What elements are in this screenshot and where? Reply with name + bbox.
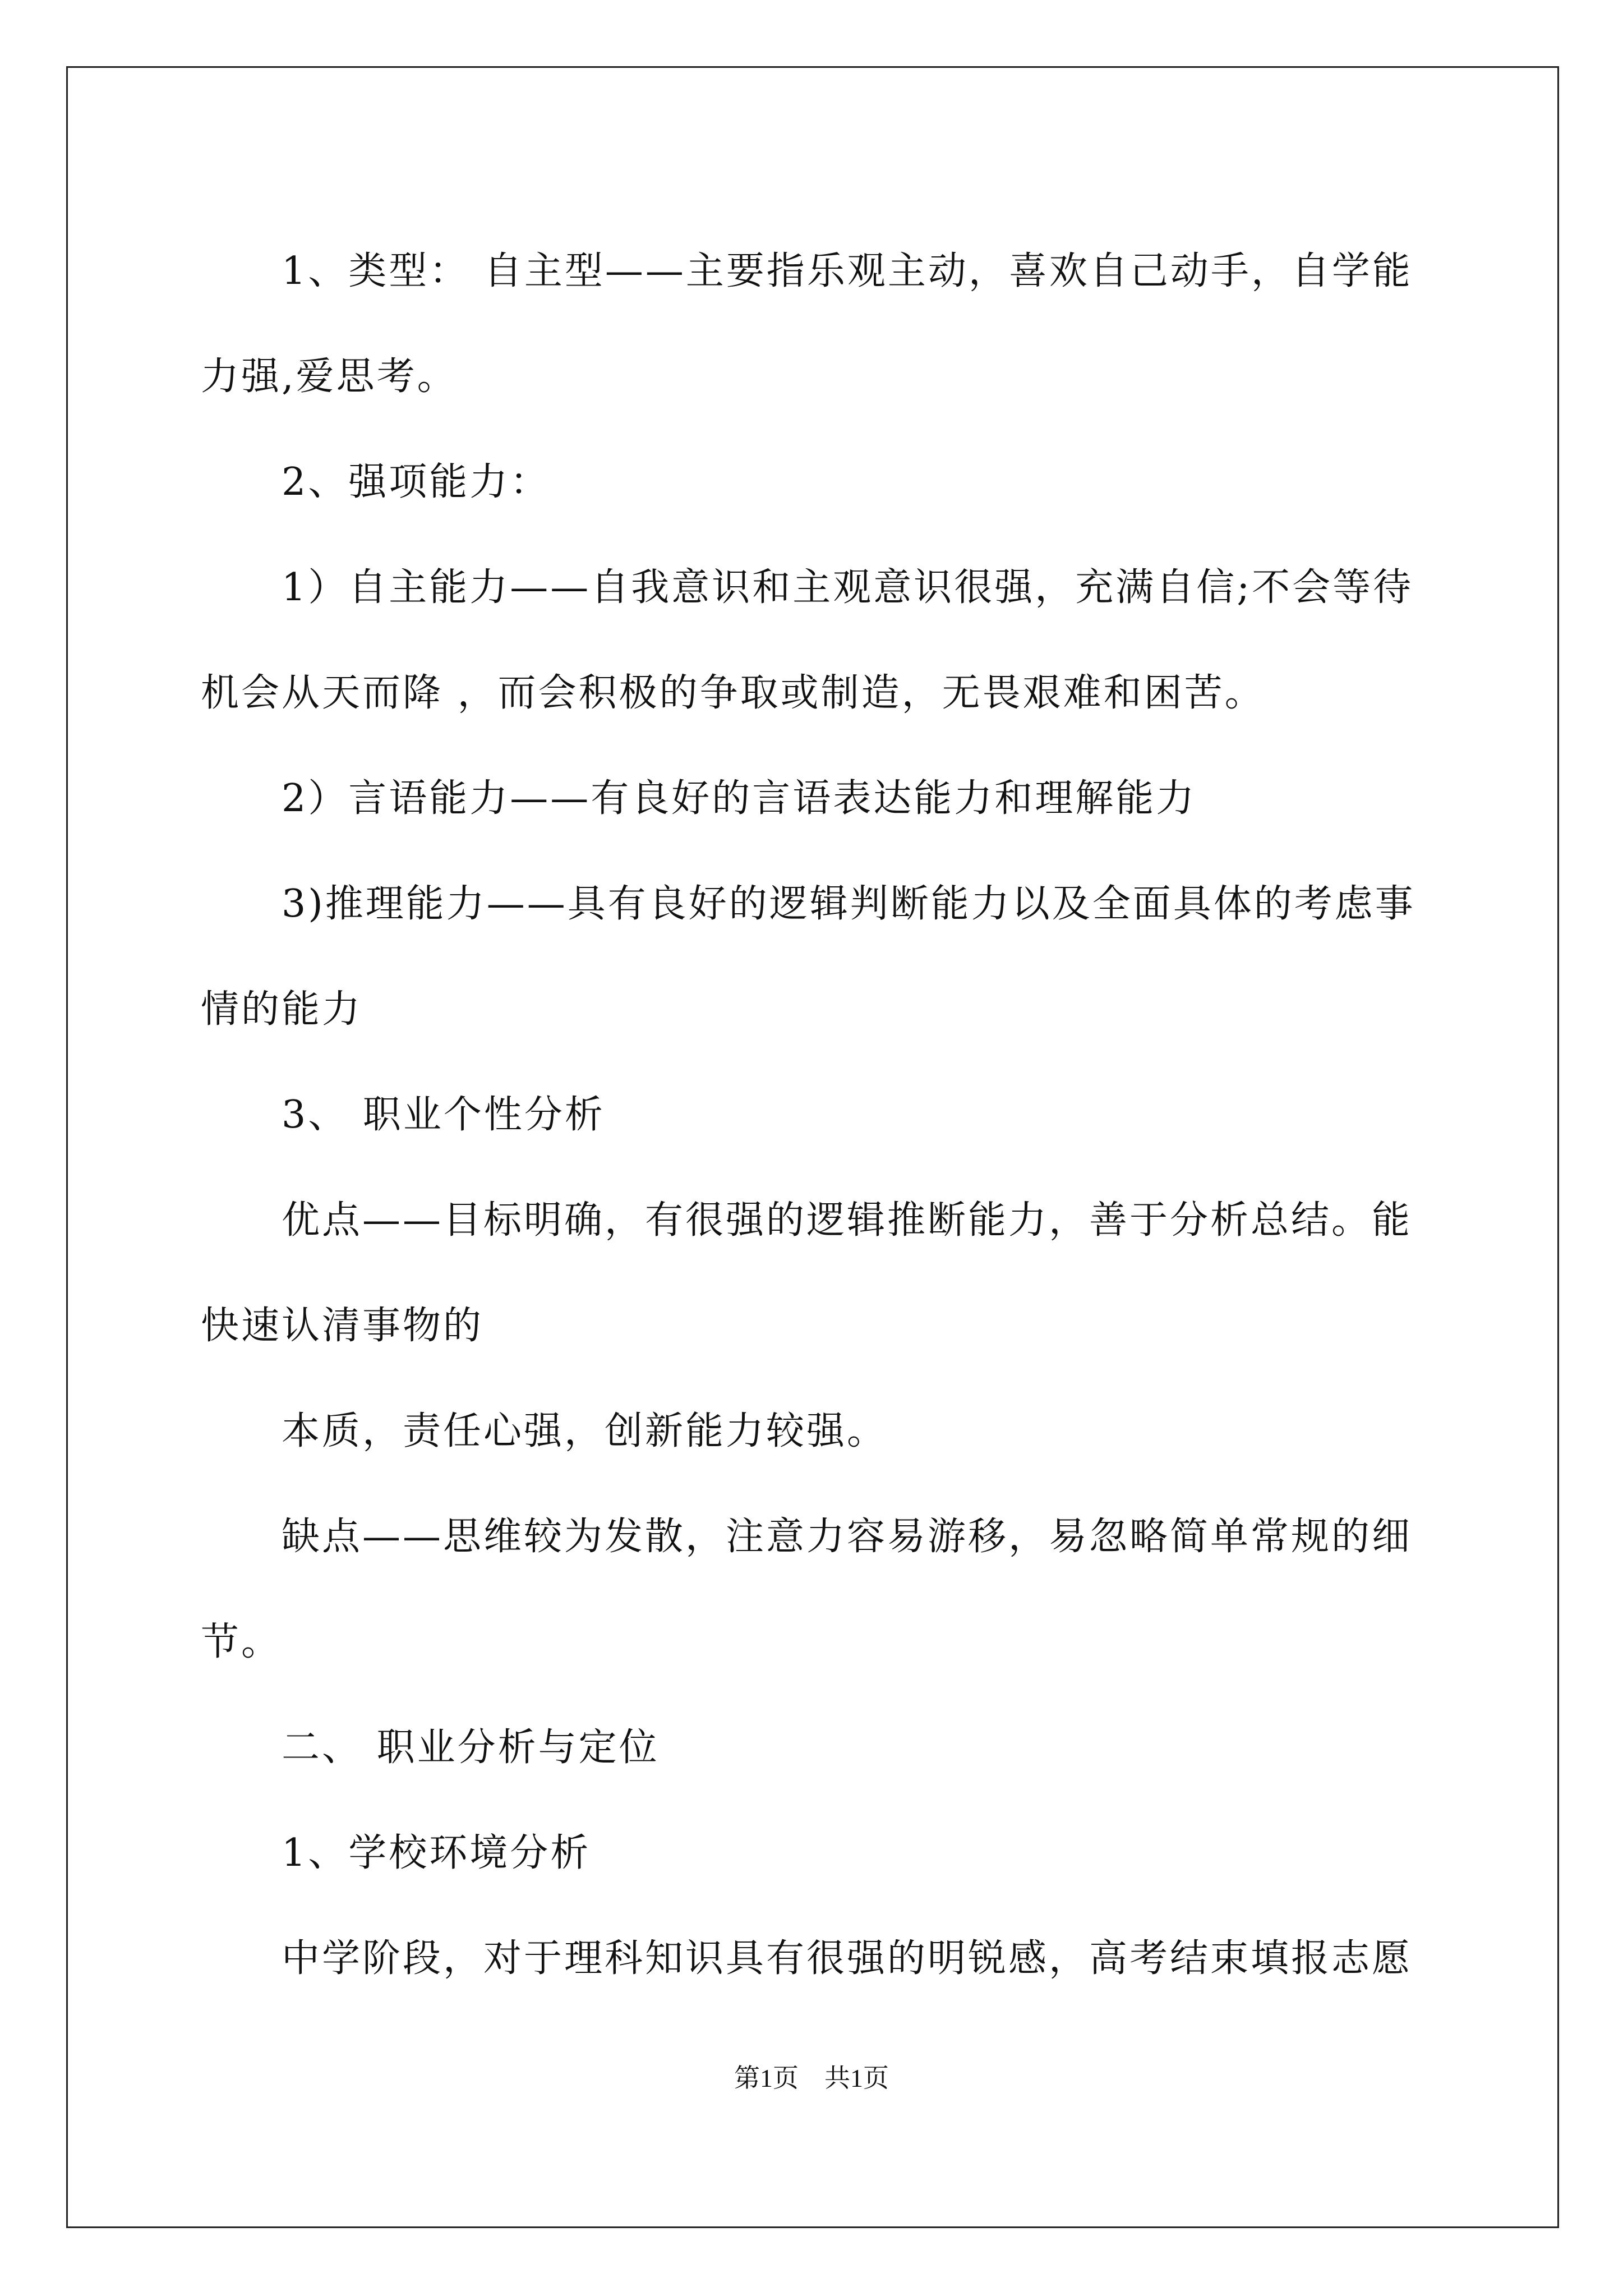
paragraph-verbal: 2）言语能力——有良好的言语表达能力和理解能力 xyxy=(282,776,1197,821)
paragraph-autonomy: 1）自主能力——自我意识和主观意识很强，充满自信;不会等待机会从天而降 ，而会积极的争取或制造，无畏艰难和困苦。 xyxy=(201,565,1414,715)
paragraph-personality-heading: 3、 职业个性分析 xyxy=(282,1093,605,1137)
paragraph-reasoning: 3)推理能力——具有良好的逻辑判断能力以及全面具体的考虑事情的能力 xyxy=(201,882,1415,1032)
page-number-footer: 第1页 共1页 xyxy=(734,2064,889,2092)
paragraph-section-two-heading: 二、 职业分析与定位 xyxy=(282,1726,660,1770)
paragraph-disadvantages: 缺点——思维较为发散，注意力容易游移，易忽略简单常规的细节。 xyxy=(201,1515,1413,1664)
paragraph-advantages-cont: 本质，责任心强，创新能力较强。 xyxy=(282,1409,888,1453)
document-body xyxy=(201,219,1423,2012)
paragraph-advantages: 优点——目标明确，有很强的逻辑推断能力，善于分析总结。能快速认清事物的 xyxy=(201,1198,1413,1348)
paragraph-strengths-heading: 2、强项能力： xyxy=(282,460,551,504)
paragraph-school-heading: 1、学校环境分析 xyxy=(282,1831,591,1875)
paragraph-type: 1、类型： 自主型——主要指乐观主动，喜欢自己动手，自学能力强,爱思考。 xyxy=(201,249,1413,399)
paragraph-school-analysis: 中学阶段，对于理科知识具有很强的明锐感，高考结束填报志愿 xyxy=(282,1936,1413,1981)
